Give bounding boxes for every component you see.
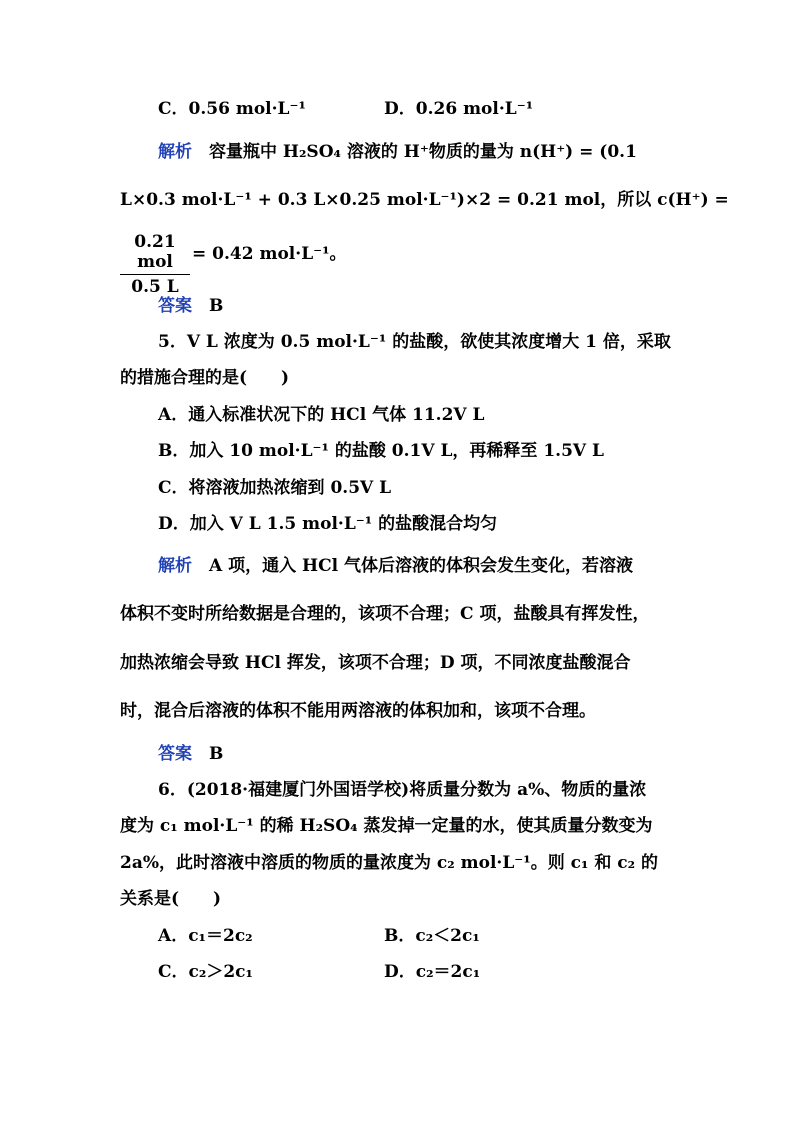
q5-analysis-line2: 体积不变时所给数据是合理的，该项不合理；C 项，盐酸具有挥发性， <box>120 604 650 624</box>
answer-label: 答案 <box>158 296 192 316</box>
analysis-text: 容量瓶中 H₂SO₄ 溶液的 H⁺物质的量为 n(H⁺) = (0.1 <box>209 142 637 162</box>
analysis-label: 解析 <box>158 556 192 576</box>
q5-analysis-line1 <box>158 555 633 577</box>
fraction-denominator: 0.5 L <box>131 277 179 297</box>
q6-stem-line3: 2a%，此时溶液中溶质的物质的量浓度为 c₂ mol·L⁻¹。则 c₁ 和 c₂ 的 <box>120 853 658 873</box>
q6-stem-line1: 6．(2018·福建厦门外国语学校)将质量分数为 a%、物质的量浓 <box>158 780 647 800</box>
fraction <box>120 232 190 297</box>
q6-option-b: B．c₂＜2c₁ <box>384 926 480 946</box>
q4-analysis-line1 <box>158 141 637 163</box>
q6-option-d: D．c₂＝2c₁ <box>384 962 481 982</box>
answer-value: B <box>209 744 224 764</box>
q4-analysis-result: = 0.42 mol·L⁻¹。 <box>192 244 347 264</box>
q6-stem-line2: 度为 c₁ mol·L⁻¹ 的稀 H₂SO₄ 蒸发掉一定量的水，使其质量分数变为 <box>120 816 653 836</box>
q5-option-a: A．通入标准状况下的 HCl 气体 11.2V L <box>158 405 485 425</box>
q6-stem-line4: 关系是( ) <box>120 889 222 909</box>
q5-analysis-line3: 加热浓缩会导致 HCl 挥发，该项不合理；D 项，不同浓度盐酸混合 <box>120 653 631 673</box>
q5-option-b: B．加入 10 mol·L⁻¹ 的盐酸 0.1V L，再稀释至 1.5V L <box>158 441 604 461</box>
q6-option-a: A．c₁＝2c₂ <box>158 926 253 946</box>
q5-stem-line2: 的措施合理的是( ) <box>120 368 290 388</box>
analysis-text: A 项，通入 HCl 气体后溶液的体积会发生变化，若溶液 <box>209 556 633 576</box>
q6-option-c: C．c₂＞2c₁ <box>158 962 253 982</box>
q4-option-c: C．0.56 mol·L⁻¹ <box>158 99 306 119</box>
q5-answer <box>158 743 223 765</box>
q5-option-c: C．将溶液加热浓缩到 0.5V L <box>158 478 392 498</box>
q4-answer <box>158 295 223 317</box>
q5-option-d: D．加入 V L 1.5 mol·L⁻¹ 的盐酸混合均匀 <box>158 514 498 534</box>
answer-label: 答案 <box>158 744 192 764</box>
fraction-numerator: 0.21 mol <box>120 232 190 275</box>
analysis-label: 解析 <box>158 142 192 162</box>
q4-analysis-line2: L×0.3 mol·L⁻¹ + 0.3 L×0.25 mol·L⁻¹)×2 = 0.21 mol，所以 c(H⁺) = <box>120 190 729 210</box>
q5-stem-line1: 5．V L 浓度为 0.5 mol·L⁻¹ 的盐酸，欲使其浓度增大 1 倍，采取 <box>158 332 671 352</box>
q4-option-d: D．0.26 mol·L⁻¹ <box>384 99 534 119</box>
answer-value: B <box>209 296 224 316</box>
q5-analysis-line4: 时，混合后溶液的体积不能用两溶液的体积加和，该项不合理。 <box>120 701 596 721</box>
